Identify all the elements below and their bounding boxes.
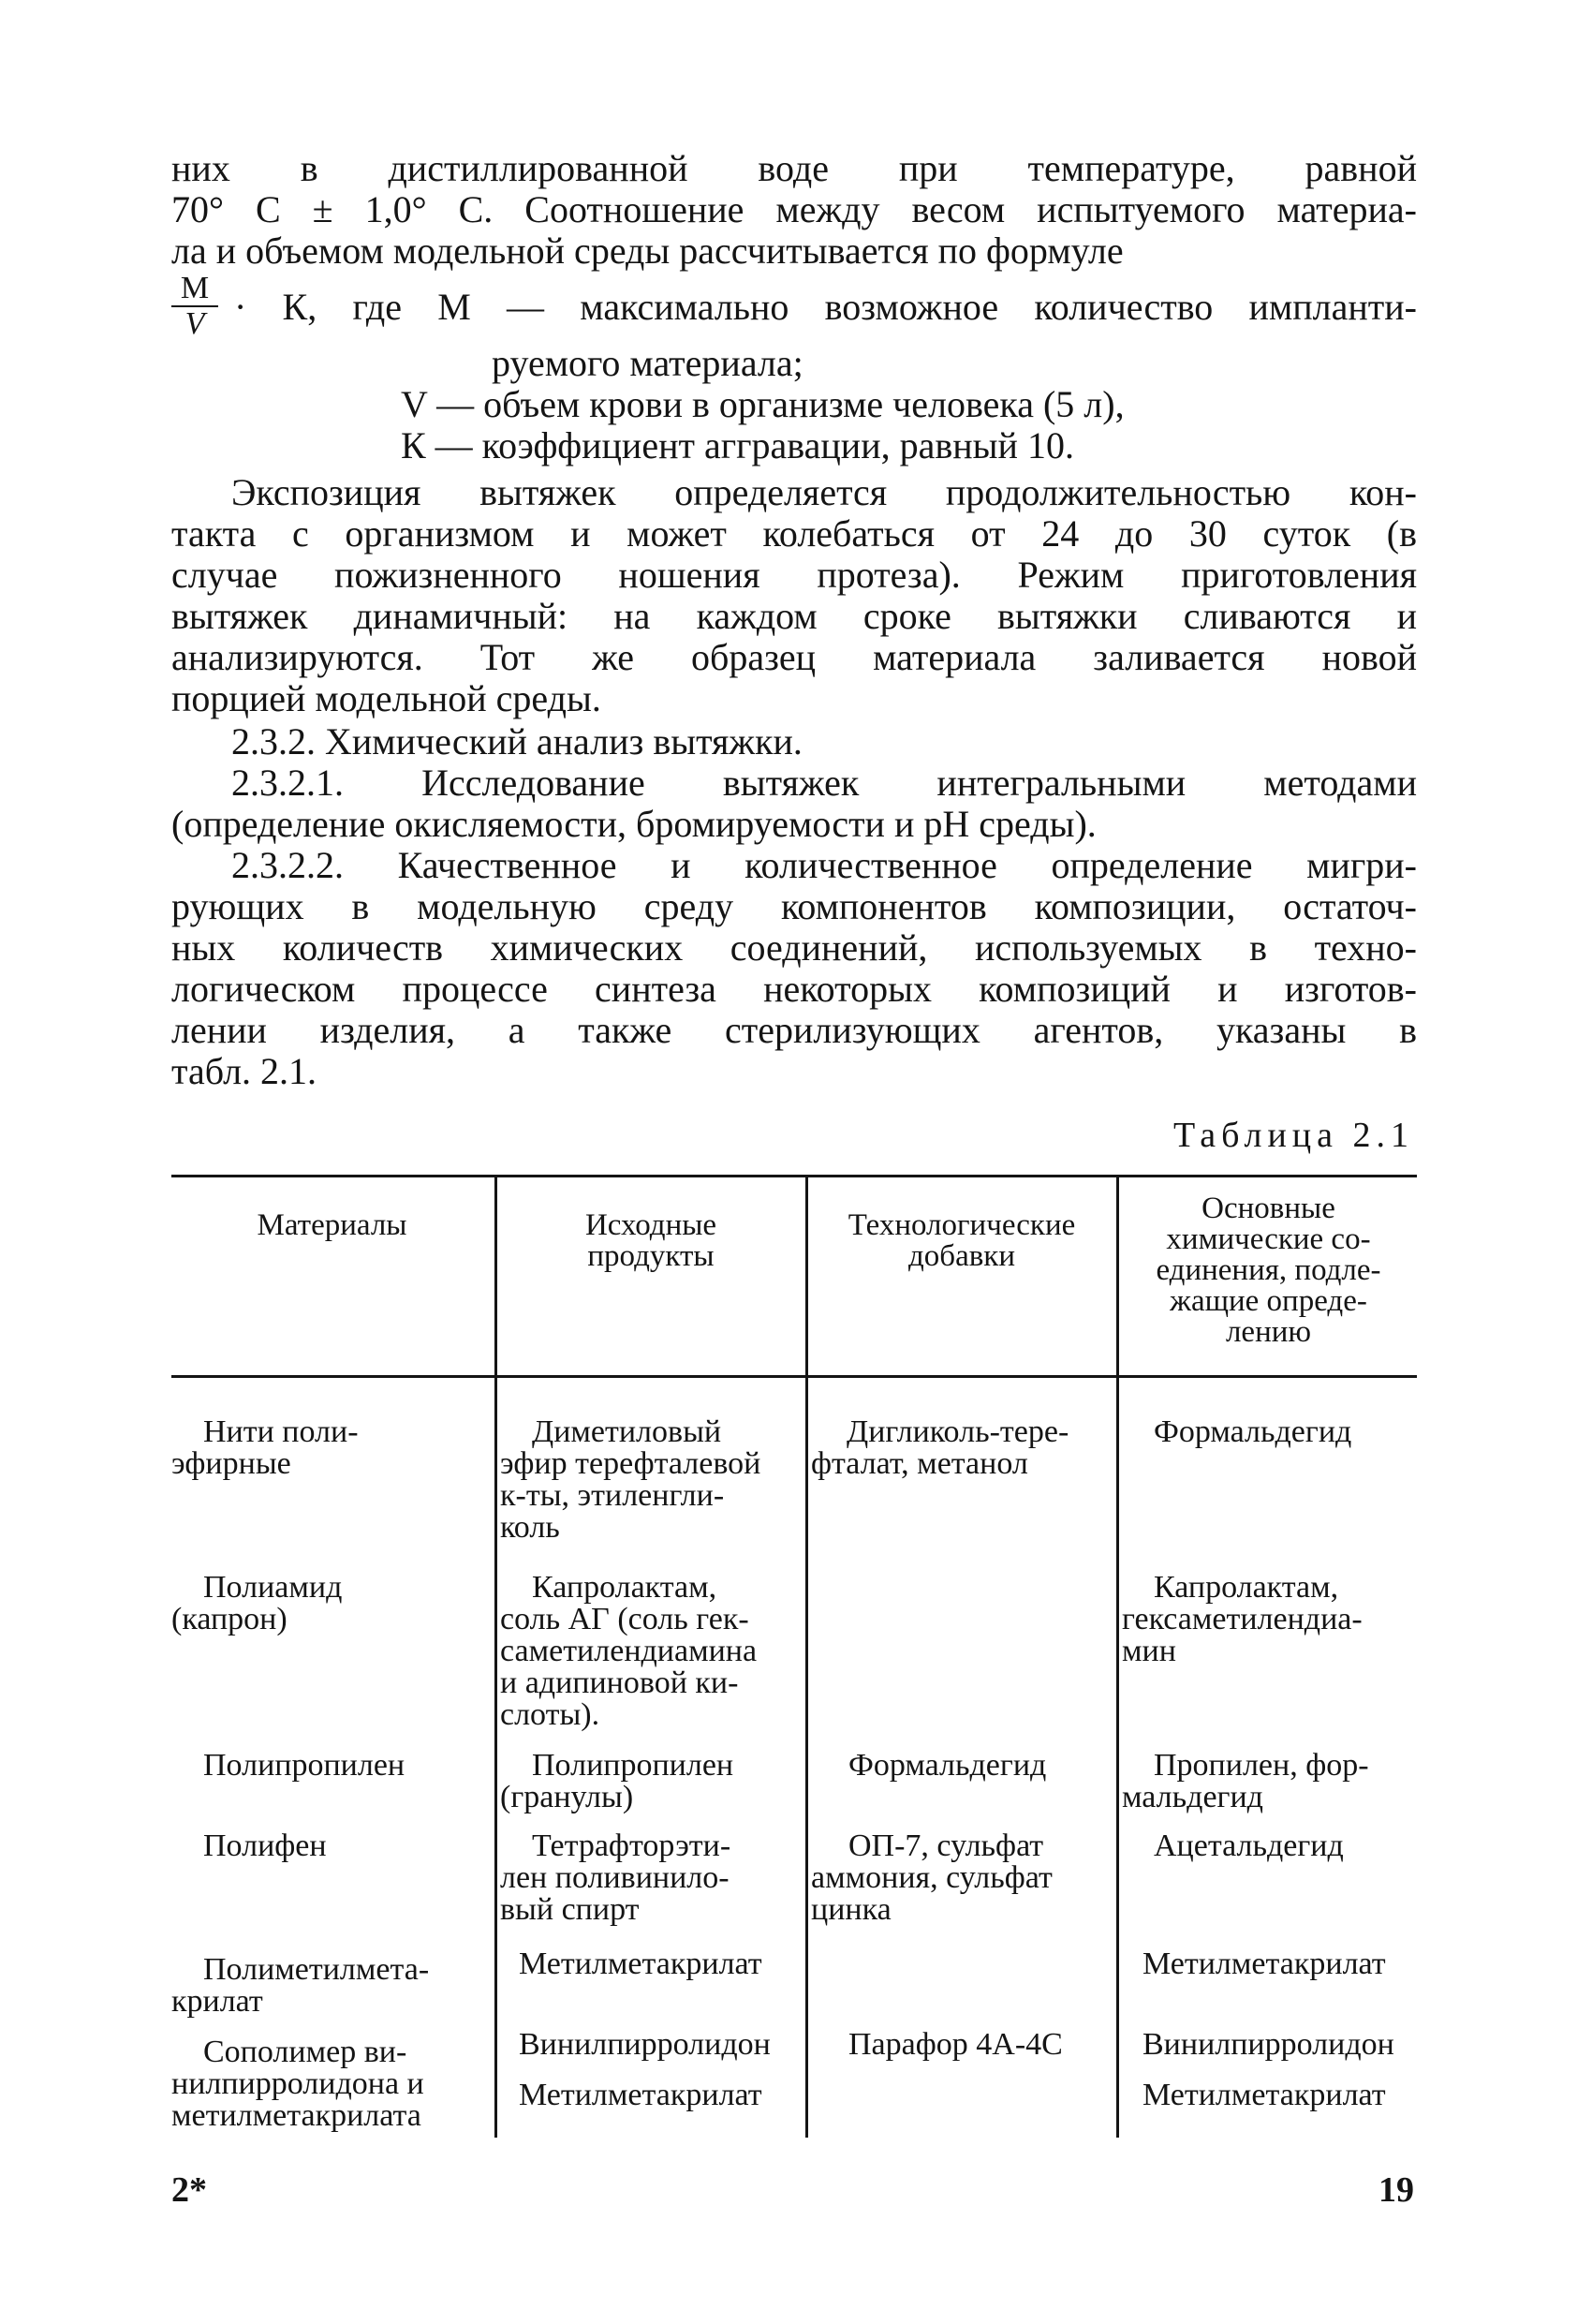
cell-line: Полипропилен — [203, 1748, 405, 1783]
cell-line: Метилметакрилат — [519, 1947, 762, 1981]
cell-line: к-ты, этиленгли- — [500, 1478, 725, 1513]
text-line: рующих в модельную среду компонентов композиции, остаточ- — [171, 885, 1417, 927]
text-line: табл. 2.1. — [171, 1050, 317, 1092]
cell-line: слоты). — [500, 1697, 600, 1732]
cell-line: цинка — [811, 1892, 892, 1927]
header-compounds — [1120, 1193, 1417, 1348]
header-line: лению — [1225, 1315, 1312, 1349]
header-line: Основные — [1201, 1192, 1335, 1225]
cell-line: Капролактам, — [532, 1570, 717, 1605]
table-cell-material — [171, 1416, 493, 1480]
table-cell-compounds — [1122, 1830, 1417, 1862]
table-cell-compounds — [1122, 1416, 1417, 1448]
cell-line: аммония, сульфат — [811, 1860, 1053, 1895]
header-line: продукты — [587, 1239, 715, 1273]
cell-line: коль — [500, 1510, 560, 1545]
text-line: такта с организмом и может колебаться от 24 до 30 суток (в — [171, 512, 1417, 555]
cell-line: Полиметилмета- — [203, 1952, 430, 1987]
table-cell-material — [171, 1750, 493, 1782]
definition-v: V — объем крови в организме человека (5 л), — [401, 383, 1125, 425]
cell-line: ОП-7, сульфат — [848, 1828, 1044, 1863]
paragraph-intro — [171, 148, 1417, 272]
definition-m: руемого материала; — [492, 342, 803, 384]
header-line: химические со- — [1166, 1222, 1371, 1256]
text-line: них в дистиллированной воде при температуре, равной — [171, 147, 1417, 189]
paragraph-2-3-2-2 — [171, 845, 1417, 1092]
cell-line: Капролактам, — [1154, 1570, 1339, 1605]
cell-line: Метилметакрилат — [519, 2078, 762, 2112]
table-cell-compounds — [1122, 2029, 1417, 2111]
cell-line: эфир терефталевой — [500, 1446, 761, 1481]
table-top-rule — [171, 1175, 1417, 1177]
text-line: порцией модельной среды. — [171, 677, 601, 719]
text-line: 2.3.2.2. Качественное и количественное определение мигри- — [231, 844, 1417, 886]
table-cell-additives — [811, 1416, 1114, 1480]
table-column-divider — [805, 1177, 808, 2138]
table-cell-source — [500, 1416, 803, 1544]
header-line: единения, подле- — [1156, 1253, 1381, 1287]
cell-line: саметилендиамина — [500, 1634, 758, 1668]
signature-mark: 2* — [171, 2170, 207, 2210]
cell-line: крилат — [171, 1984, 263, 2019]
cell-line: Полипропилен — [532, 1748, 734, 1783]
cell-line: и адипиновой ки- — [500, 1665, 739, 1700]
page-number: 19 — [1378, 2170, 1414, 2210]
table-column-divider — [1116, 1177, 1119, 2138]
cell-line: метилметакрилата — [171, 2098, 421, 2133]
header-line: добавки — [907, 1239, 1015, 1273]
text-line: случае пожизненного ношения протеза). Режим приготовления — [171, 554, 1417, 596]
text-line: анализируются. Тот же образец материала заливается новой — [171, 636, 1417, 678]
cell-line: Формальдегид — [1154, 1414, 1352, 1449]
cell-line: нилпирролидона и — [171, 2066, 424, 2101]
table-cell-material — [171, 2036, 493, 2132]
formula-text: · К, где М — максимально возможное количество импланти- — [234, 286, 1417, 328]
text-line: лении изделия, а также стерилизующих агентов, указаны в — [171, 1009, 1417, 1051]
cell-line: Пропилен, фор- — [1154, 1748, 1369, 1783]
table-cell-material — [171, 1572, 493, 1636]
text-line: 70° С ± 1,0° С. Соотношение между весом испытуемого материа- — [171, 188, 1417, 230]
table-caption: Таблица 2.1 — [1172, 1116, 1414, 1155]
formula-numerator: М — [171, 272, 218, 307]
table-column-divider — [494, 1177, 497, 2138]
formula-fraction — [171, 272, 218, 341]
text-line: Экспозиция вытяжек определяется продолжительностью кон- — [231, 471, 1417, 513]
table-cell-material — [171, 1830, 493, 1862]
table-cell-source — [500, 1830, 803, 1926]
cell-line: Метилметакрилат — [1142, 1947, 1386, 1981]
cell-line: (капрон) — [171, 1602, 287, 1636]
text-line: ла и объемом модельной среды рассчитывается по формуле — [171, 229, 1124, 272]
table-cell-material — [171, 1954, 493, 2018]
cell-line: Полифен — [203, 1828, 327, 1863]
table-cell-additives — [811, 2029, 1114, 2061]
formula-denominator: V — [184, 306, 205, 341]
cell-line: (гранулы) — [500, 1780, 634, 1814]
text-line: вытяжек динамичный: на каждом сроке вытяжки сливаются и — [171, 595, 1417, 637]
text-line: (определение окисляемости, бромируемости и рН среды). — [171, 803, 1097, 845]
cell-line: Тетрафторэти- — [532, 1828, 731, 1863]
cell-line: гексаметилендиа- — [1122, 1602, 1363, 1636]
text-line: 2.3.2.1. Исследование вытяжек интегральными методами — [231, 762, 1417, 804]
text-line: логическом процессе синтеза некоторых композиций и изготов- — [171, 968, 1417, 1010]
paragraph-exposure — [171, 472, 1417, 719]
cell-line: фталат, метанол — [811, 1446, 1028, 1481]
text-line: ных количеств химических соединений, используемых в техно- — [171, 926, 1417, 969]
header-additives — [809, 1210, 1114, 1272]
header-line: Технологические — [848, 1208, 1076, 1242]
table-cell-source — [500, 1750, 803, 1813]
table-cell-source — [500, 2029, 803, 2111]
cell-line: вый спирт — [500, 1892, 640, 1927]
table-cell-source — [500, 1948, 803, 1980]
cell-line: мальдегид — [1122, 1780, 1263, 1814]
cell-line: Винилпирролидон — [1142, 2027, 1394, 2062]
cell-line: эфирные — [171, 1446, 291, 1481]
cell-line: Метилметакрилат — [1142, 2078, 1386, 2112]
cell-line: Формальдегид — [848, 1748, 1047, 1783]
paragraph-2-3-2-1 — [171, 762, 1417, 845]
table-cell-compounds — [1122, 1948, 1417, 1980]
header-line: жащие опреде- — [1170, 1284, 1367, 1318]
table-cell-additives — [811, 1750, 1114, 1782]
cell-line: соль АГ (соль гек- — [500, 1602, 749, 1636]
table-cell-compounds — [1122, 1572, 1417, 1667]
table-header-rule — [171, 1375, 1417, 1378]
header-source — [498, 1210, 803, 1272]
cell-line: Сополимер ви- — [203, 2035, 407, 2069]
section-heading-2-3-2: 2.3.2. Химический анализ вытяжки. — [231, 720, 803, 762]
table-cell-source — [500, 1572, 803, 1731]
definition-k: К — коэффициент аггравации, равный 10. — [401, 424, 1074, 466]
cell-line: Нити поли- — [203, 1414, 359, 1449]
cell-line: Парафор 4А-4С — [848, 2027, 1063, 2062]
cell-line: Полиамид — [203, 1570, 343, 1605]
cell-line: Ацетальдегид — [1154, 1828, 1344, 1863]
cell-line: лен поливинило- — [500, 1860, 730, 1895]
cell-line: мин — [1122, 1634, 1176, 1668]
cell-line: Диметиловый — [532, 1414, 722, 1449]
header-materials: Материалы — [257, 1208, 407, 1242]
table-cell-compounds — [1122, 1750, 1417, 1813]
cell-line: Винилпирролидон — [519, 2027, 771, 2062]
cell-line: Дигликоль-тере- — [847, 1414, 1069, 1449]
header-line: Исходные — [584, 1208, 717, 1242]
table-cell-additives — [811, 1830, 1114, 1926]
